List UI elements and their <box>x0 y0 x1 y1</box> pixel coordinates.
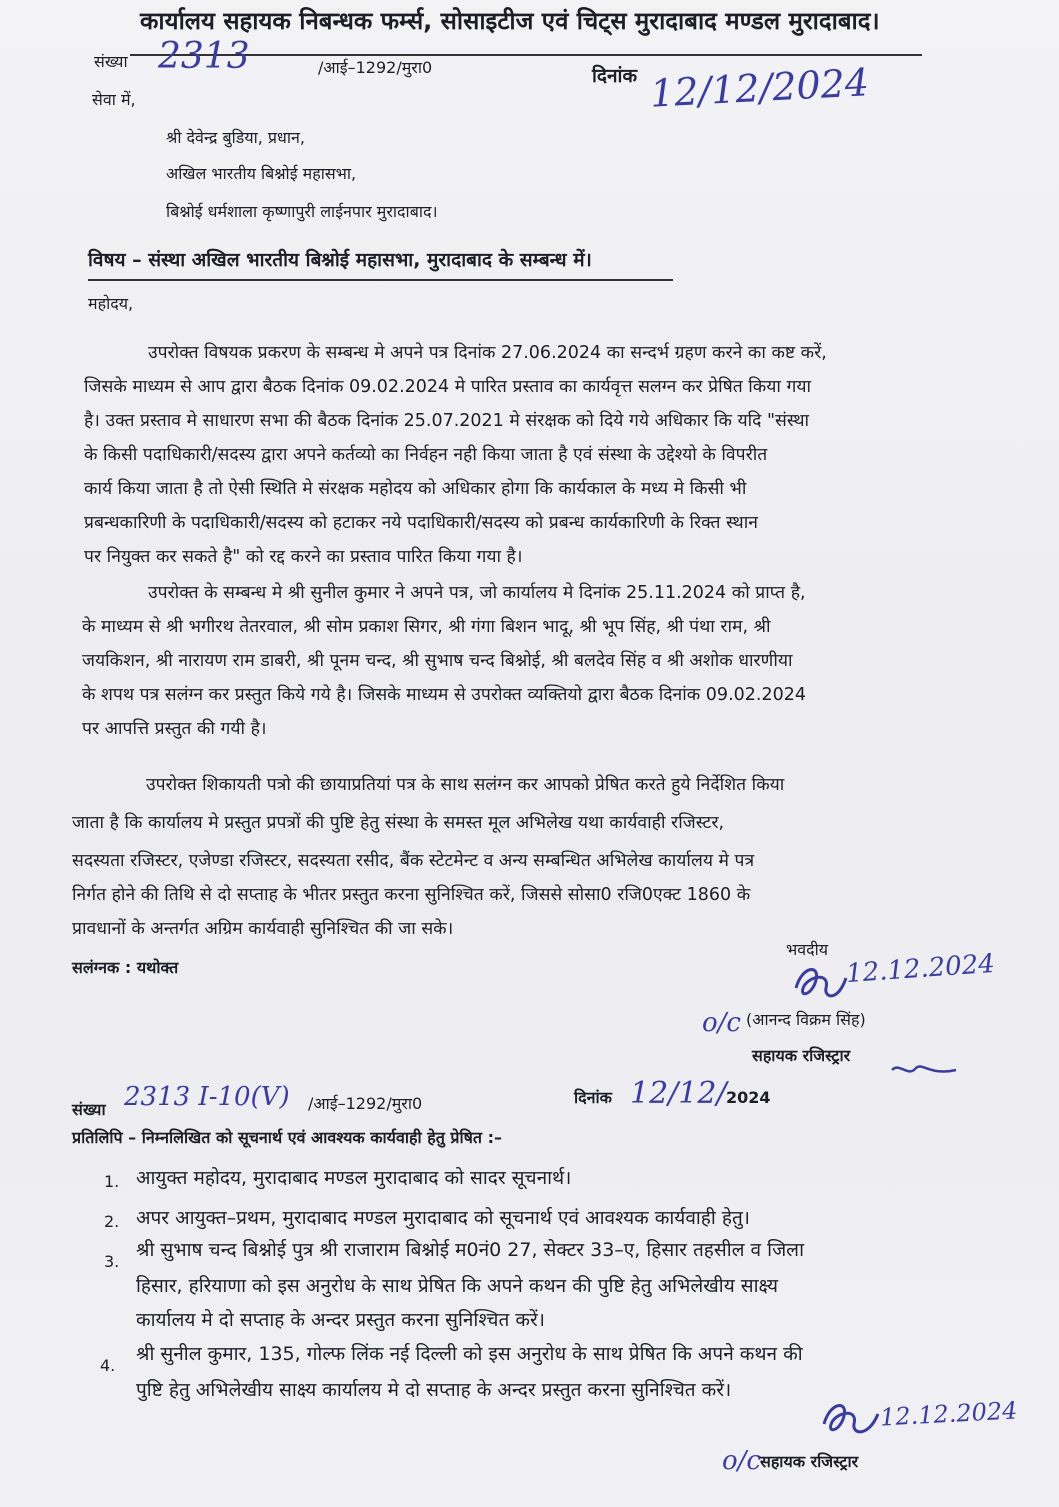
paragraph3-line: उपरोक्त शिकायती पत्रो की छायाप्रतियां पत्र के साथ सलंग्न कर आपको प्रेषित करते हुये निर्देशित किया <box>146 775 785 795</box>
oc-mark: o/c <box>702 1008 741 1038</box>
paragraph2-line: जयकिशन, श्री नारायण राम डाबरी, श्री पूनम चन्द, श्री सुभाष चन्द बिश्नोई, श्री बलदेव सिंह व श्री अशोक धारणीया <box>82 651 793 671</box>
addressee-line: अखिल भारतीय बिश्नोई महासभा, <box>166 164 357 183</box>
paragraph1-line: कार्य किया जाता है तो ऐसी स्थिति मे संरक्षक महोदय को अधिकार होगा कि कार्यकाल के मध्य मे किसी भी <box>84 479 747 499</box>
paragraph1-line: के किसी पदाधिकारी/सदस्य द्वारा अपने कर्तव्यो का निर्वहन नही किया जाता है एवं संस्था के उद्देश्यो के विपरीत <box>84 445 768 465</box>
copy-item-line: हिसार, हरियाणा को इस अनुरोध के साथ प्रेषित कि अपने कथन की पुष्टि हेतु अभिलेखीय साक्ष्य <box>136 1275 779 1297</box>
signature-date: 12.12.2024 <box>845 948 996 990</box>
copy-item-number: 1. <box>104 1172 120 1191</box>
signatory-name: (आनन्द विक्रम सिंह) <box>746 1010 866 1029</box>
paragraph3-line: निर्गत होने की तिथि से दो सप्ताह के भीतर प्रस्तुत करना सुनिश्चित करें, जिससे सोसा0 रजि0एक्ट 1860 के <box>72 885 751 905</box>
ref-date-label: दिनांक <box>592 65 638 87</box>
copy-item-line: आयुक्त महोदय, मुरादाबाद मण्डल मुरादाबाद को सादर सूचनार्थ। <box>136 1167 572 1189</box>
paragraph2-line: उपरोक्त के सम्बन्ध मे श्री सुनील कुमार ने अपने पत्र, जो कार्यालय मे दिनांक 25.11.2024 को प्राप्त है, <box>148 583 806 603</box>
addressee-line: बिश्नोई धर्मशाला कृष्णापुरी लाईनपार मुरादाबाद। <box>166 202 438 221</box>
paragraph3-line: प्रावधानों के अन्तर्गत अग्रिम कार्यवाही सुनिश्चित की जा सके। <box>72 919 454 939</box>
paragraph1-line: पर नियुक्त कर सकते है" को रद्द करने का प्रस्ताव पारित किया गया है। <box>84 547 523 567</box>
paragraph3-line: सदस्यता रजिस्टर, एजेण्डा रजिस्टर, सदस्यता रसीद, बैंक स्टेटमेन्ट व अन्य सम्बन्धित अभिलेख कार्यालय मे पत्र <box>72 851 755 871</box>
signature-icon <box>790 958 850 1008</box>
copy-item-line: पुष्टि हेतु अभिलेखीय साक्ष्य कार्यालय मे दो सप्ताह के अन्दर प्रस्तुत करना सुनिश्चित करें। <box>136 1379 732 1401</box>
addressee-line: श्री देवेन्द्र बुडिया, प्रधान, <box>166 128 305 147</box>
copy-heading: प्रतिलिपि – निम्नलिखित को सूचनार्थ एवं आवश्यक कार्यवाही हेतु प्रेषित :– <box>72 1128 502 1147</box>
oc-mark: o/c <box>722 1446 761 1476</box>
enclosure-note: सलंग्नक : यथोक्त <box>72 958 179 977</box>
signature-scribble <box>790 958 850 1015</box>
paragraph2-line: के माध्यम से श्री भगीरथ तेतरवाल, श्री सोम प्रकाश सिगर, श्री गंगा बिशन भादू, श्री भूप सिंह, श्री पंथा राम, श्री <box>82 617 771 637</box>
copy-ref-suffix: /आई–1292/मुरा0 <box>308 1094 423 1113</box>
subject-underline <box>88 279 673 281</box>
ref-suffix: /आई–1292/मुरा0 <box>318 58 433 77</box>
copy-item-number: 2. <box>104 1212 120 1231</box>
copy-ref-year: 2024 <box>726 1088 771 1107</box>
paragraph1-line: प्रबन्धकारिणी के पदाधिकारी/सदस्य को हटाकर नये पदाधिकारी/सदस्य को प्रबन्ध कार्यकारिणी के रिक्त स्थान <box>84 513 758 533</box>
paragraph1-line: उपरोक्त विषयक प्रकरण के सम्बन्ध मे अपने पत्र दिनांक 27.06.2024 का सन्दर्भ ग्रहण करने का कष्ट करें, <box>148 343 827 363</box>
signature-icon <box>818 1396 882 1442</box>
ref-date-handwritten: 12/12/2024 <box>648 60 871 116</box>
ref-number-handwritten: 2313 <box>158 36 250 77</box>
salutation-to: सेवा में, <box>92 90 136 109</box>
copy-item-line: श्री सुनील कुमार, 135, गोल्फ लिंक नई दिल्ली को इस अनुरोध के साथ प्रेषित कि अपने कथन की <box>136 1343 803 1365</box>
copy-ref-date-handwritten: 12/12/ <box>630 1076 727 1111</box>
paragraph1-line: जिसके माध्यम से आप द्वारा बैठक दिनांक 09.02.2024 मे पारित प्रस्ताव का कार्यवृत्त सलग्न कर प्रेषित किया गया <box>84 377 812 397</box>
signatory-designation: सहायक रजिस्ट्रार <box>752 1046 851 1065</box>
flourish-icon <box>890 1060 960 1080</box>
subject-line: विषय – संस्था अखिल भारतीय बिश्नोई महासभा, मुरादाबाद के सम्बन्ध में। <box>88 249 592 271</box>
copy-ref-label: संख्या <box>72 1100 106 1119</box>
copy-item-number: 3. <box>104 1252 120 1271</box>
copy-ref-number-handwritten: 2313 I-10(V) <box>124 1082 290 1112</box>
paragraph2-line: के शपथ पत्र सलंग्न कर प्रस्तुत किये गये है। जिसके माध्यम से उपरोक्त व्यक्तियो द्वारा बैठक दिनांक 09.02.2024 <box>82 685 806 705</box>
letterhead-title: कार्यालय सहायक निबन्धक फर्म्स, सोसाइटीज एवं चिट्स मुरादाबाद मण्डल मुरादाबाद। <box>140 7 880 35</box>
ref-label: संख्या <box>94 52 128 71</box>
paragraph2-line: पर आपत्ति प्रस्तुत की गयी है। <box>82 719 267 739</box>
copy-item-line: श्री सुभाष चन्द बिश्नोई पुत्र श्री राजाराम बिश्नोई म0नं0 27, सेक्टर 33–ए, हिसार तहसील व जिला <box>136 1239 804 1261</box>
paragraph3-line: जाता है कि कार्यालय मे प्रस्तुत प्रपत्रों की पुष्टि हेतु संस्था के समस्त मूल अभिलेख यथा कार्यवाही रजिस्टर, <box>72 813 725 833</box>
closing-word: भवदीय <box>786 940 829 959</box>
copy-ref-date-label: दिनांक <box>574 1088 612 1107</box>
copy-item-line: कार्यालय मे दो सप्ताह के अन्दर प्रस्तुत करना सुनिश्चित करें। <box>136 1309 545 1331</box>
signature-date: 12.12.2024 <box>879 1396 1019 1432</box>
signatory-designation: सहायक रजिस्ट्रार <box>760 1452 859 1471</box>
copy-item-number: 4. <box>100 1356 116 1375</box>
copy-item-line: अपर आयुक्त–प्रथम, मुरादाबाद मण्डल मुरादाबाद को सूचनार्थ एवं आवश्यक कार्यवाही हेतु। <box>136 1207 750 1229</box>
greeting: महोदय, <box>88 294 134 313</box>
paragraph1-line: है। उक्त प्रस्ताव मे साधारण सभा की बैठक दिनांक 25.07.2021 मे संरक्षक को दिये गये अधिकार कि यदि "संस्था <box>84 411 810 431</box>
